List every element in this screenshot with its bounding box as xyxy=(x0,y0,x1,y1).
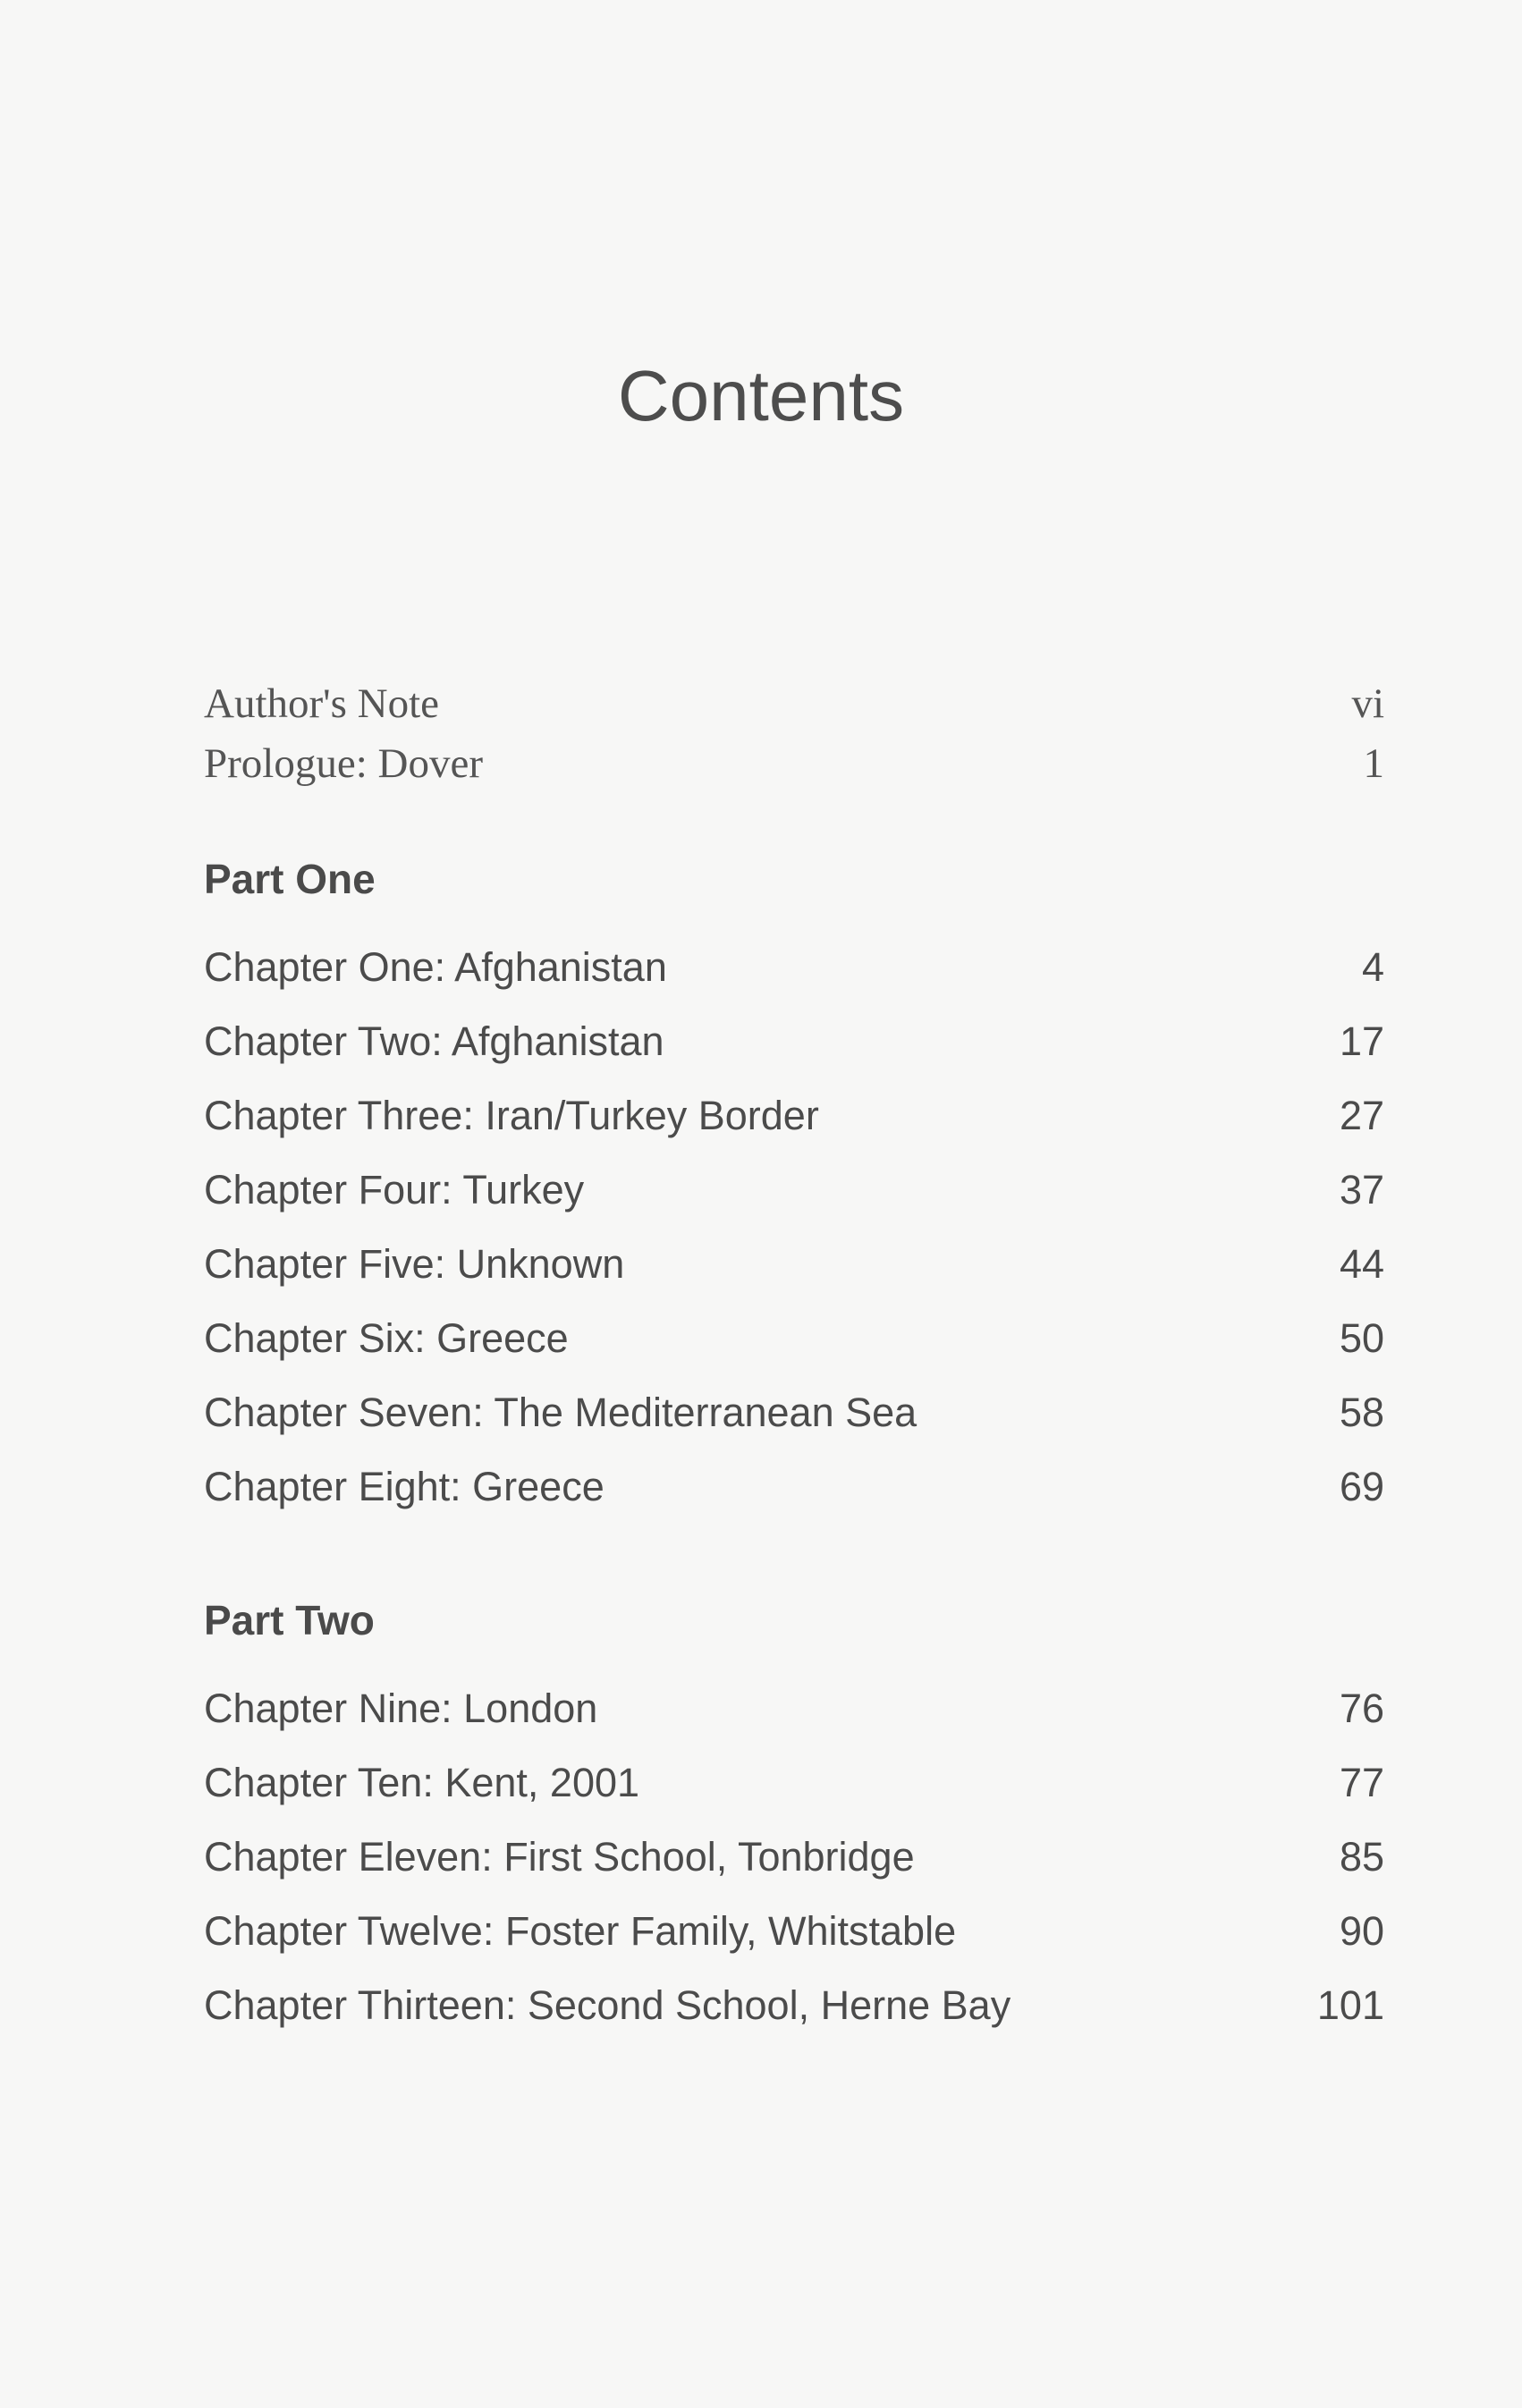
toc-entry-authors-note xyxy=(204,680,1384,739)
toc-entry-page: 58 xyxy=(1339,1390,1384,1435)
toc-entry-page: 44 xyxy=(1339,1241,1384,1287)
toc-entry-label: Chapter Three: Iran/Turkey Border xyxy=(204,1093,819,1138)
toc-entry-label: Chapter Eight: Greece xyxy=(204,1464,605,1509)
page-title: Contents xyxy=(617,356,905,435)
toc-entry-page: 17 xyxy=(1339,1018,1384,1064)
toc-entry-page: 90 xyxy=(1339,1908,1384,1954)
part-heading: Part One xyxy=(204,856,376,902)
toc-entry-label: Chapter Five: Unknown xyxy=(204,1241,625,1287)
front-matter-list xyxy=(204,680,1384,799)
toc-entry xyxy=(204,1093,1384,1167)
toc-entry-page: 101 xyxy=(1316,1982,1384,2028)
part-heading: Part Two xyxy=(204,1597,375,1643)
toc-entry-label: Author's Note xyxy=(204,680,440,727)
toc-entry-label: Chapter Ten: Kent, 2001 xyxy=(204,1760,640,1805)
toc-entry xyxy=(204,1834,1384,1908)
toc-entry-page: 69 xyxy=(1339,1464,1384,1509)
toc-entry-label: Chapter Seven: The Mediterranean Sea xyxy=(204,1390,917,1435)
toc-entry-page: 50 xyxy=(1339,1315,1384,1361)
toc-entry xyxy=(204,1241,1384,1315)
toc-entry xyxy=(204,1315,1384,1390)
toc-entry-page: vi xyxy=(1351,680,1384,727)
toc-entry xyxy=(204,1167,1384,1241)
toc-entry-label: Prologue: Dover xyxy=(204,740,483,787)
toc-entry-label: Chapter Six: Greece xyxy=(204,1315,569,1361)
toc-entry-prologue xyxy=(204,739,1384,799)
toc-entry xyxy=(204,1390,1384,1464)
toc-entry-label: Chapter Two: Afghanistan xyxy=(204,1018,664,1064)
toc-entry-page: 76 xyxy=(1339,1686,1384,1731)
toc-entry xyxy=(204,1686,1384,1760)
toc-entry-page: 4 xyxy=(1361,944,1384,990)
toc-entry-page: 27 xyxy=(1339,1093,1384,1138)
toc-entry-label: Chapter One: Afghanistan xyxy=(204,944,667,990)
toc-entry xyxy=(204,944,1384,1018)
toc-entry-page: 85 xyxy=(1339,1834,1384,1880)
toc-entry xyxy=(204,1760,1384,1834)
part-one-section xyxy=(204,855,1384,1538)
part-two-section xyxy=(204,1596,1384,2057)
toc-entry xyxy=(204,1464,1384,1538)
toc-entry-label: Chapter Eleven: First School, Tonbridge xyxy=(204,1834,915,1880)
toc-entry-label: Chapter Four: Turkey xyxy=(204,1167,585,1212)
toc-entry-page: 77 xyxy=(1339,1760,1384,1805)
toc-entry-label: Chapter Twelve: Foster Family, Whitstable xyxy=(204,1908,957,1954)
toc-entry xyxy=(204,1908,1384,1982)
toc-entry xyxy=(204,1018,1384,1093)
toc-entry-page: 1 xyxy=(1363,740,1384,787)
toc-entry-page: 37 xyxy=(1339,1167,1384,1212)
toc-entry xyxy=(204,1982,1384,2057)
toc-entry-label: Chapter Thirteen: Second School, Herne Bay xyxy=(204,1982,1011,2028)
toc-entry-label: Chapter Nine: London xyxy=(204,1686,598,1731)
